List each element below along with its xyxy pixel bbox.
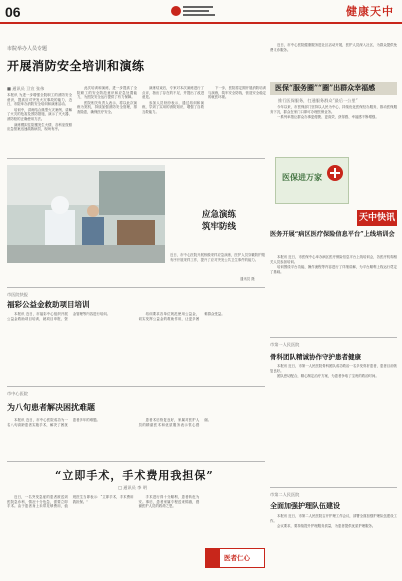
middle-paragraph: 培训要求各单位规范使用公益金，切实发挥公益金的救助作用，让更多困难群众受益。 [138, 312, 225, 321]
notice-paragraph: 本报讯 近日，市医保中心举办病区医疗保险信息平台上线培训会，各医疗机构相关人员参加培训。 [270, 255, 397, 264]
story2-kicker: 市中心医院 [7, 391, 28, 396]
divider [270, 337, 397, 338]
lead-paragraph: 培训中，讲师结合典型火灾案例，讲解了火灾的危害及预防措施，演示了灭火器、消防栓的正确使用方法。 [7, 107, 72, 121]
right-mid-paragraph: 本报讯 近日，市第一人民医院骨科团队成功救治一名多发骨折患者，患者目前恢复良好。 [270, 364, 397, 373]
quote-byline: □ 通讯员 李 明 [118, 485, 147, 490]
right-bottom-text [270, 514, 397, 576]
lead-column-4 [208, 86, 266, 153]
middle-headline: 福彩公益金救助项目培训 [7, 300, 90, 309]
lead-column-3 [142, 86, 204, 153]
right-intro [270, 43, 397, 73]
medical-insurance-ad [275, 157, 349, 204]
photo-caption: 近日，市中心医院开展核酸采样应急演练，医护人员穿戴防护服有序开展采样工作，提升了应对突发公共卫生事件的能力。 [170, 253, 265, 262]
quote-tag-label: 医者仁心 [224, 554, 250, 562]
middle-paragraph: 本报讯 近日，市福彩中心组织开展公益金救助项目培训，就项目申报、资金管理等内容进行培训。 [7, 312, 111, 321]
notice-paragraph: 培训围绕平台功能、操作流程等内容进行了详细讲解，为平台顺利上线运行奠定了基础。 [270, 265, 397, 274]
divider [7, 158, 265, 159]
lead-paragraph: 此次培训和演练，进一步提高了全院职工的安全防范意识和应急处置能力，为医院安全运行提供了有力保障。 [77, 86, 137, 100]
lead-paragraph: 下一步，医院将定期开展消防培训与演练，筑牢安全防线，营造安全稳定的就医环境。 [208, 86, 266, 100]
ad-label: 医保进万家 [282, 172, 322, 182]
right-mid-headline: 骨科团队精诚协作守护患者健康 [270, 353, 361, 361]
divider [7, 461, 265, 462]
service-paragraph: 一系列举措让群众办事更便捷、更高效，获得感、幸福感不断增强。 [277, 115, 379, 120]
quote-tag [205, 548, 265, 568]
lead-paragraph: 医院相关负责人表示，将以此次演练为契机，持续加强消防安全管理，排查隐患，确保医疗安全。 [77, 100, 137, 114]
right-bottom-headline: 全面加强护理队伍建设 [270, 501, 340, 510]
right-bottom-paragraph: 本报讯 近日，市第二人民医院召开护理工作会议，部署全面加强护理队伍建设工作。 [270, 514, 397, 523]
tag-mark-icon [206, 549, 220, 567]
quote-headline: “立即手术，手术费用我担保” [55, 469, 214, 482]
lead-paragraph: 参加人员纷纷表示，通过培训和演练，学到了实用的消防知识，增强了自救互救能力。 [142, 100, 204, 114]
divider [270, 487, 397, 488]
lead-headline: 开展消防安全培训和演练 [7, 59, 145, 73]
service-subheadline: 推行医保服务，打通服务群众“最后一公里” [278, 98, 358, 103]
intro-paragraph: 近日，市中心医院健康服务进社区活动开展，医护人员深入社区，为群众提供免费义诊服务。 [270, 43, 397, 52]
notice-text [270, 255, 397, 333]
middle-kicker: 市医院快报 [7, 292, 28, 297]
story2-text [7, 418, 265, 454]
lead-column-1 [7, 93, 72, 153]
lead-paragraph: 本报讯 为进一步增强全院职工的消防安全意识，提高应对突发火灾事故的能力，近日，市院举办消防安全培训和演练活动。 [7, 93, 72, 107]
lead-byline: ■ 通讯员 卫宣 张伟 [7, 86, 45, 91]
quote-paragraph: 手术进行得十分顺利，患者转危为安。事后，患者家属专程送来锦旗，感谢医护人员的救命之恩。 [138, 495, 200, 509]
photo-title-line2: 筑牢防线 [202, 222, 237, 232]
story2-headline: 为八旬患者解决困扰难题 [7, 402, 95, 412]
lead-paragraph: 演练结束后，专家对本次演练进行了点评，指出了存在的不足，并提出了改进意见。 [142, 86, 204, 100]
right-mid-paragraph: 团队密切配合，精心制定治疗方案，为患者争取了宝贵的救治时间。 [277, 374, 379, 379]
page-number: 06 [5, 4, 21, 20]
section-title: 健康天中 [346, 5, 394, 18]
right-bottom-kicker: 市第二人民医院 [270, 492, 300, 497]
photo-credit: 通讯员 摄 [240, 277, 255, 281]
right-mid-kicker: 市第一人民医院 [270, 342, 300, 347]
photo-title-line1: 应急演练 [202, 210, 237, 220]
divider [7, 386, 265, 387]
service-headline: 医保“服务圈”“圈”出群众幸福感 [275, 83, 376, 92]
lead-column-2 [77, 86, 137, 153]
lead-kicker: 市院举办人员专题 [7, 46, 48, 52]
notice-headline: 医务开展“病区医疗保险信息平台”上线培训会 [270, 231, 395, 238]
quote-paragraph: 近日，一名突发急症的患者被送到医院急诊科，情况十分危急，需要立即手术。由于患者身上未带足够费用，值班医生当即表示：“立即手术，手术费用我担保。” [7, 495, 134, 509]
service-paragraph: 今年以来，市医保部门坚持以人民为中心，持续优化医保经办服务，推动医保服务下沉，群众在家门口即可办理医保业务。 [270, 105, 397, 114]
divider [7, 287, 265, 288]
right-mid-text [270, 364, 397, 444]
story2-paragraph: 患者术后恢复良好，家属对医护人员的精湛医术和优质服务表示衷心感谢。 [138, 418, 212, 427]
right-bottom-paragraph: 会议要求，要持续提升护理服务质量，为患者提供优质护理服务。 [277, 524, 376, 529]
newspaper-logo [170, 3, 218, 19]
ad-emblem-icon [326, 164, 344, 182]
news-flash-badge: 天中快讯 [357, 210, 397, 226]
story2-paragraph: 本报讯 近日，市中心医院成功为一名八旬高龄患者实施手术，解决了困扰患者多年的难题。 [7, 418, 100, 427]
middle-text [7, 312, 265, 342]
drill-photo [7, 165, 165, 263]
service-text [270, 105, 397, 153]
header-rule [0, 22, 402, 24]
lead-paragraph: 演练模拟住院楼发生火情，各科室按照应急预案迅速疏散病员，现场有序。 [7, 122, 72, 132]
